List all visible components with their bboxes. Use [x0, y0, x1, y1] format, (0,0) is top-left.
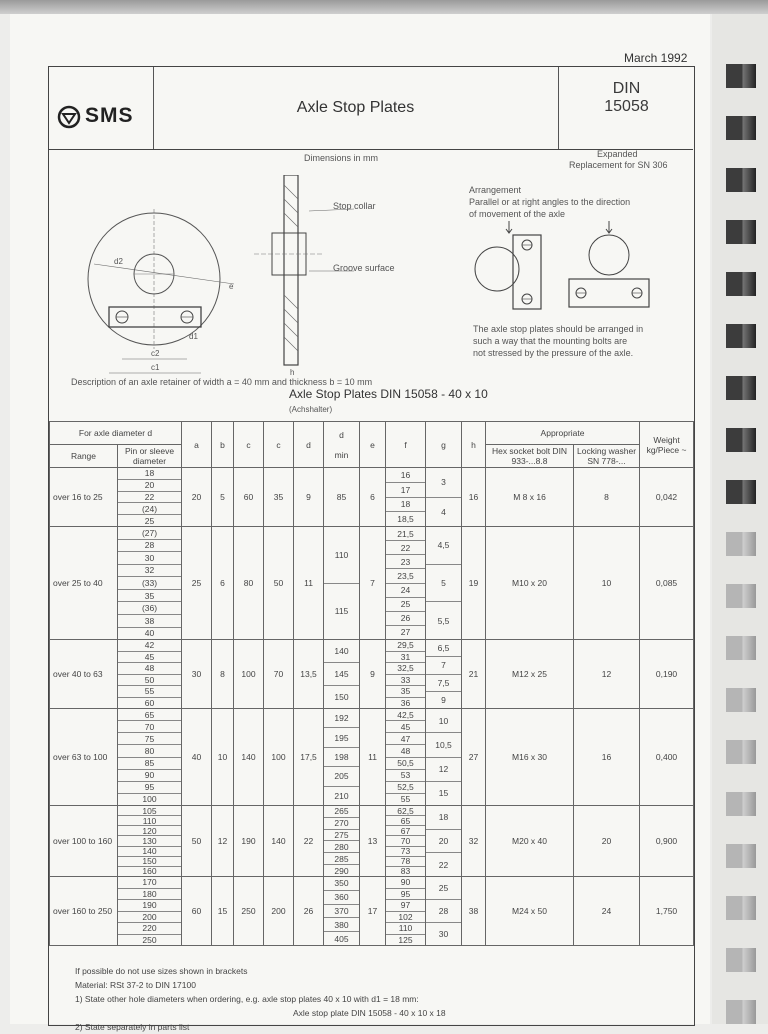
f-cell-value: 45 [386, 721, 425, 733]
pin-diameter-cell-value: (27) [118, 527, 181, 540]
c2-cell: 200 [264, 877, 294, 946]
range-cell: over 16 to 25 [50, 468, 118, 527]
pin-diameter-header: Pin or sleeve diameter [118, 445, 182, 468]
g-cell [426, 468, 462, 527]
c2-cell: 70 [264, 640, 294, 709]
pin-diameter-cell-value: 32 [118, 565, 181, 578]
bolt-cell: M12 x 25 [486, 640, 574, 709]
g-cell-value: 18 [426, 806, 461, 830]
g-cell [426, 877, 462, 946]
f-cell-value: 21,5 [386, 527, 425, 541]
f-cell-value: 110 [386, 923, 425, 935]
replacement-note: Replacement for SN 306 [569, 160, 668, 170]
col-g-header: g [426, 422, 462, 468]
f-cell-value: 97 [386, 900, 425, 912]
d2-cell-value: 210 [334, 790, 349, 801]
e-cell: 9 [360, 640, 386, 709]
f-cell-value: 65 [386, 816, 425, 826]
pin-diameter-cell-value: 60 [144, 697, 155, 708]
b-cell: 10 [212, 709, 234, 806]
pin-diameter-cell-value: 100 [142, 794, 157, 805]
pin-diameter-cell [118, 527, 182, 640]
d2-cell-value: 150 [334, 692, 349, 702]
range-cell: over 40 to 63 [50, 640, 118, 709]
d2-cell-value: 205 [324, 767, 359, 786]
g-cell-value: 15 [438, 788, 449, 799]
g-cell-value: 7,5 [426, 675, 461, 692]
d2-cell [324, 468, 360, 527]
g-cell-value: 20 [426, 830, 461, 854]
arrangement-title: Arrangement [469, 185, 522, 195]
pin-diameter-cell-value: (24) [118, 503, 181, 515]
d1-cell: 17,5 [294, 709, 324, 806]
pin-diameter-cell-value: 110 [118, 816, 181, 826]
binding-ring [726, 844, 756, 868]
d2-cell-value: 195 [324, 728, 359, 747]
pin-diameter-cell-value: 105 [118, 806, 181, 816]
g-cell [426, 527, 462, 640]
f-cell-value: 55 [400, 794, 411, 805]
din-cell [558, 67, 694, 149]
binding-ring [726, 896, 756, 920]
f-cell-value: 33 [386, 675, 425, 687]
f-cell-value: 95 [386, 889, 425, 901]
weight-header: Weight kg/Piece ~ [640, 422, 694, 468]
binding-ring [726, 1000, 756, 1024]
binding-ring [726, 272, 756, 296]
f-cell-value: 62,5 [386, 806, 425, 816]
range-cell: over 100 to 160 [50, 806, 118, 877]
document-page [10, 14, 710, 1032]
appropriate-header: Appropriate [486, 422, 640, 445]
f-cell-value: 23,5 [386, 569, 425, 583]
range-cell: over 63 to 100 [50, 709, 118, 806]
b-cell: 12 [212, 806, 234, 877]
pin-diameter-cell-value: 80 [118, 745, 181, 757]
pin-diameter-cell-value: (33) [118, 577, 181, 590]
g-cell-value: 10 [426, 709, 461, 733]
d2-cell [324, 709, 360, 806]
d2-cell [324, 806, 360, 877]
pin-diameter-cell-value: 190 [118, 900, 181, 912]
a-cell: 60 [182, 877, 212, 946]
b-cell: 8 [212, 640, 234, 709]
d2-cell-value: 275 [324, 830, 359, 842]
table-row [50, 527, 694, 640]
f-cell [386, 806, 426, 877]
designation-example: Axle Stop Plates DIN 15058 - 40 x 10 [289, 387, 488, 401]
washer-cell: 8 [574, 468, 640, 527]
c1-cell: 80 [234, 527, 264, 640]
pin-diameter-cell-value: 95 [118, 782, 181, 794]
d2-cell [324, 877, 360, 946]
b-cell: 15 [212, 877, 234, 946]
range-header: Range [50, 445, 118, 468]
d2-cell-value: 198 [324, 748, 359, 767]
din-number: 15058 [604, 98, 649, 115]
d1-cell: 9 [294, 468, 324, 527]
a-cell: 20 [182, 468, 212, 527]
col-h-header: h [462, 422, 486, 468]
bolt-cell: M16 x 30 [486, 709, 574, 806]
f-cell-value: 32,5 [386, 663, 425, 675]
sheet-header [49, 67, 693, 150]
pin-diameter-cell-value: 38 [118, 615, 181, 628]
brackets-note: If possible do not use sizes shown in brackets [75, 966, 248, 976]
c1-cell: 100 [234, 640, 264, 709]
footnote-1-example: Axle stop plate DIN 15058 - 40 x 10 x 18 [293, 1008, 446, 1018]
pin-diameter-cell [118, 877, 182, 946]
arrangement-note-line2: such a way that the mounting bolts are [473, 336, 628, 346]
f-cell-value: 16 [386, 468, 425, 483]
dimensions-note: Dimensions in mm [304, 153, 379, 163]
pin-diameter-cell-value: 70 [118, 721, 181, 733]
pin-diameter-cell-value: 25 [144, 515, 155, 526]
binding-ring [726, 480, 756, 504]
binding-ring [726, 740, 756, 764]
g-cell-value: 4 [441, 506, 446, 517]
binding-ring [726, 428, 756, 452]
f-cell-value: 18,5 [397, 514, 414, 525]
washer-cell: 12 [574, 640, 640, 709]
binding-ring [726, 792, 756, 816]
f-cell [386, 877, 426, 946]
pin-diameter-cell-value: 200 [118, 912, 181, 924]
svg-text:c2: c2 [151, 349, 160, 358]
standard-sheet-frame [48, 66, 695, 1032]
bolt-cell: M24 x 50 [486, 877, 574, 946]
pin-diameter-cell-value: 48 [118, 663, 181, 675]
range-cell: over 160 to 250 [50, 877, 118, 946]
c2-cell: 35 [264, 468, 294, 527]
g-cell [426, 640, 462, 709]
washer-header: Locking washer SN 778-... [574, 445, 640, 468]
svg-text:h: h [290, 368, 295, 375]
table-row [50, 877, 694, 946]
f-cell-value: 25 [386, 598, 425, 612]
washer-cell: 10 [574, 527, 640, 640]
binding-ring [726, 532, 756, 556]
pin-diameter-cell-value: 30 [118, 552, 181, 565]
f-cell-value: 67 [386, 826, 425, 836]
d2-cell-value: 140 [324, 640, 359, 663]
arrangement-note-line3: not stressed by the pressure of the axle. [473, 348, 634, 358]
f-cell-value: 18 [386, 498, 425, 513]
din-label: DIN [612, 80, 641, 97]
pin-diameter-cell-value: 180 [118, 889, 181, 901]
col-f-header: f [386, 422, 426, 468]
c1-cell: 60 [234, 468, 264, 527]
b-cell: 6 [212, 527, 234, 640]
g-cell-value: 4,5 [426, 527, 461, 565]
bolt-cell: M 8 x 16 [486, 468, 574, 527]
d2-cell-value: 290 [334, 865, 349, 876]
e-cell: 17 [360, 877, 386, 946]
g-cell [426, 709, 462, 806]
pin-diameter-cell-value: 28 [118, 540, 181, 553]
c1-cell: 190 [234, 806, 264, 877]
dimension-table [49, 421, 694, 946]
plate-front-view-drawing [59, 179, 259, 379]
c1-cell: 140 [234, 709, 264, 806]
g-cell-value: 28 [426, 900, 461, 923]
weight-cell: 0,042 [640, 468, 694, 527]
pin-diameter-cell-value: 22 [118, 492, 181, 504]
d2-cell-value: 115 [334, 606, 349, 617]
e-cell: 6 [360, 468, 386, 527]
pin-diameter-cell-value: 45 [118, 652, 181, 664]
svg-text:d2: d2 [114, 257, 123, 266]
pin-diameter-cell-value: 250 [142, 934, 157, 945]
document-date: March 1992 [624, 51, 688, 65]
d1-cell: 11 [294, 527, 324, 640]
range-cell: over 25 to 40 [50, 527, 118, 640]
f-cell-value: 125 [398, 934, 413, 945]
pin-diameter-cell-value: 90 [118, 770, 181, 782]
pin-diameter-cell-value: 160 [142, 866, 157, 877]
d2-cell-value: 280 [324, 841, 359, 853]
h-cell: 19 [462, 527, 486, 640]
f-cell-value: 29,5 [386, 640, 425, 652]
d2-cell-value: 85 [336, 492, 347, 502]
col-d2-header: d min [324, 422, 360, 468]
f-cell-value: 73 [386, 847, 425, 857]
description-line: Description of an axle retainer of width a = 40 mm and thickness b = 10 mm [71, 377, 373, 387]
d2-cell-value: 370 [324, 905, 359, 919]
e-cell: 7 [360, 527, 386, 640]
pin-diameter-cell-value: 85 [118, 758, 181, 770]
a-cell: 30 [182, 640, 212, 709]
pin-diameter-cell-value: 55 [118, 686, 181, 698]
pin-diameter-cell-value: 130 [118, 836, 181, 846]
pin-diameter-cell [118, 640, 182, 709]
weight-cell: 1,750 [640, 877, 694, 946]
table-row [50, 709, 694, 806]
d2-cell-value: 270 [324, 818, 359, 830]
svg-text:e: e [229, 282, 234, 291]
f-cell [386, 527, 426, 640]
d1-cell: 22 [294, 806, 324, 877]
d2-cell-value: 145 [324, 663, 359, 686]
pin-diameter-cell-value: 42 [118, 640, 181, 652]
f-cell-value: 53 [386, 770, 425, 782]
weight-cell: 0,085 [640, 527, 694, 640]
h-cell: 16 [462, 468, 486, 527]
pin-diameter-cell [118, 709, 182, 806]
h-cell: 27 [462, 709, 486, 806]
c2-cell: 140 [264, 806, 294, 877]
washer-cell: 20 [574, 806, 640, 877]
d2-cell [324, 527, 360, 640]
f-cell-value: 31 [386, 652, 425, 664]
binding-ring [726, 688, 756, 712]
d2-cell-value: 405 [334, 933, 349, 944]
footnote-1: 1) State other hole diameters when ordering, e.g. axle stop plates 40 x 10 with d1 = 18 mm: [75, 994, 419, 1004]
c1-cell: 250 [234, 877, 264, 946]
pin-diameter-cell-value: 50 [118, 675, 181, 687]
g-cell-value: 5,5 [437, 615, 450, 626]
washer-cell: 24 [574, 877, 640, 946]
pin-diameter-cell-value: (36) [118, 602, 181, 615]
arrangement-desc-line2: of movement of the axle [469, 209, 566, 219]
d2-cell-value: 285 [324, 853, 359, 865]
technical-drawing-area [49, 149, 693, 422]
f-cell-value: 23 [386, 555, 425, 569]
g-cell-value: 6,5 [426, 640, 461, 657]
pin-diameter-cell-value: 120 [118, 826, 181, 836]
binding-ring [726, 948, 756, 972]
pin-diameter-cell [118, 806, 182, 877]
d2-cell-value: 360 [324, 891, 359, 905]
table-row [50, 806, 694, 877]
binding-ring [726, 168, 756, 192]
page-title: Axle Stop Plates [296, 99, 415, 116]
arrangement-desc-line1: Parallel or at right angles to the direction [469, 197, 631, 207]
f-cell [386, 468, 426, 527]
binding-ring [726, 116, 756, 140]
spiral-binding [712, 14, 768, 1024]
f-cell-value: 102 [386, 912, 425, 924]
arrangement-note-line1: The axle stop plates should be arranged in [473, 324, 644, 334]
pin-diameter-cell-value: 150 [118, 857, 181, 867]
bolt-header: Hex socket bolt DIN 933-...8.8 [486, 445, 574, 468]
col-d1-header: d [294, 422, 324, 468]
f-cell-value: 24 [386, 584, 425, 598]
a-cell: 50 [182, 806, 212, 877]
stop-collar-label: Stop collar [333, 201, 376, 211]
weight-cell: 0,900 [640, 806, 694, 877]
pin-diameter-cell-value: 170 [118, 877, 181, 889]
f-cell-value: 26 [386, 612, 425, 626]
bolt-cell: M20 x 40 [486, 806, 574, 877]
binding-ring [726, 64, 756, 88]
d2-cell-value: 350 [324, 877, 359, 891]
col-c2-header: c [264, 422, 294, 468]
pin-diameter-cell-value: 75 [118, 733, 181, 745]
table-body [50, 468, 694, 946]
pin-diameter-cell-value: 40 [144, 628, 155, 639]
g-cell-value: 12 [426, 758, 461, 782]
table-row [50, 468, 694, 527]
col-a-header: a [182, 422, 212, 468]
h-cell: 21 [462, 640, 486, 709]
e-cell: 13 [360, 806, 386, 877]
arrangement-diagram [469, 221, 669, 321]
f-cell-value: 42,5 [386, 709, 425, 721]
g-cell-value: 30 [438, 929, 449, 939]
g-cell-value: 7 [426, 657, 461, 674]
g-cell [426, 806, 462, 877]
b-cell: 5 [212, 468, 234, 527]
c2-cell: 50 [264, 527, 294, 640]
binding-ring [726, 324, 756, 348]
d2-cell [324, 640, 360, 709]
a-cell: 40 [182, 709, 212, 806]
logo-text: SMS [85, 104, 134, 127]
washer-cell: 16 [574, 709, 640, 806]
f-cell-value: 52,5 [386, 782, 425, 794]
material-note: Material: RSt 37-2 to DIN 17100 [75, 980, 196, 990]
pin-diameter-cell-value: 140 [118, 847, 181, 857]
weight-cell: 0,400 [640, 709, 694, 806]
designation-subtitle: (Achshalter) [289, 405, 333, 414]
d2-cell-value: 192 [324, 709, 359, 728]
f-cell-value: 78 [386, 857, 425, 867]
d1-cell: 13,5 [294, 640, 324, 709]
f-cell-value: 22 [386, 541, 425, 555]
a-cell: 25 [182, 527, 212, 640]
g-cell-value: 25 [426, 877, 461, 900]
f-cell [386, 640, 426, 709]
pin-diameter-cell-value: 20 [118, 480, 181, 492]
weight-cell: 0,190 [640, 640, 694, 709]
binding-ring [726, 636, 756, 660]
logo-cell [49, 67, 154, 149]
col-b-header: b [212, 422, 234, 468]
h-cell: 32 [462, 806, 486, 877]
pin-diameter-cell-value: 18 [118, 468, 181, 480]
f-cell-value: 70 [386, 836, 425, 846]
expanded-note: Expanded [597, 149, 638, 159]
sms-emblem-icon [57, 105, 81, 129]
binding-ring [726, 220, 756, 244]
pin-diameter-cell-value: 35 [118, 590, 181, 603]
e-cell: 11 [360, 709, 386, 806]
f-cell-value: 17 [386, 483, 425, 498]
h-cell: 38 [462, 877, 486, 946]
pin-diameter-cell-value: 220 [118, 923, 181, 935]
axle-diameter-header: For axle diameter d [50, 422, 182, 445]
col-c1-header: c [234, 422, 264, 468]
f-cell-value: 36 [400, 697, 411, 708]
g-cell-value: 9 [441, 694, 446, 705]
f-cell-value: 35 [386, 686, 425, 698]
scan-top-band [0, 0, 768, 14]
svg-text:c1: c1 [151, 363, 160, 372]
f-cell-value: 50,5 [386, 758, 425, 770]
g-cell-value: 22 [438, 859, 449, 870]
bolt-cell: M10 x 20 [486, 527, 574, 640]
f-cell [386, 709, 426, 806]
f-cell-value: 47 [386, 733, 425, 745]
pin-diameter-cell [118, 468, 182, 527]
binding-ring [726, 584, 756, 608]
f-cell-value: 48 [386, 745, 425, 757]
svg-text:d1: d1 [189, 332, 198, 341]
d2-cell-value: 265 [324, 806, 359, 818]
g-cell-value: 10,5 [426, 733, 461, 757]
f-cell-value: 27 [400, 627, 411, 638]
pin-diameter-cell-value: 65 [118, 709, 181, 721]
g-cell-value: 5 [426, 565, 461, 603]
footnote-2: 2) State separately in parts list [75, 1022, 190, 1032]
table-row [50, 640, 694, 709]
groove-surface-label: Groove surface [333, 263, 395, 273]
col-e-header: e [360, 422, 386, 468]
binding-ring [726, 376, 756, 400]
f-cell-value: 83 [400, 866, 411, 877]
d1-cell: 26 [294, 877, 324, 946]
d2-cell-value: 110 [324, 527, 359, 584]
c2-cell: 100 [264, 709, 294, 806]
g-cell-value: 3 [426, 468, 461, 498]
f-cell-value: 90 [386, 877, 425, 889]
d2-cell-value: 380 [324, 918, 359, 932]
